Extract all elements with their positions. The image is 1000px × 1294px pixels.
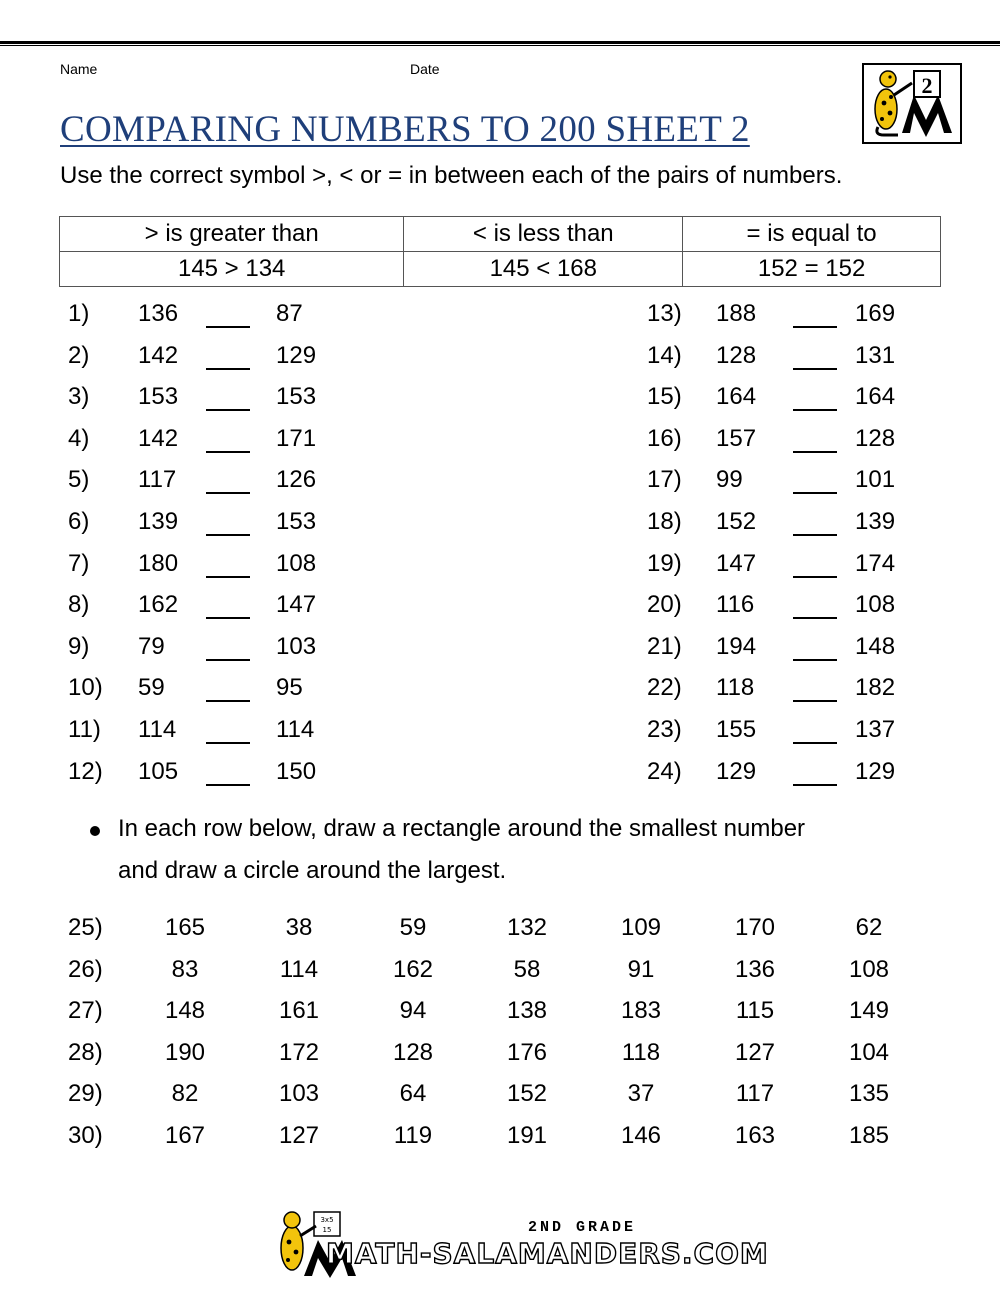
footer-grade-label: 2ND GRADE <box>528 1219 637 1236</box>
first-number: 188 <box>716 300 757 327</box>
row-value[interactable]: 190 <box>164 1038 206 1066</box>
row-value[interactable]: 191 <box>506 1122 548 1149</box>
answer-blank[interactable] <box>206 550 250 578</box>
row-value[interactable]: 135 <box>848 1080 890 1108</box>
question-number: 20) <box>647 591 682 619</box>
row-value[interactable]: 119 <box>393 1122 433 1149</box>
row-value[interactable]: 172 <box>278 1038 320 1066</box>
second-number: 137 <box>855 716 896 743</box>
key-header-row <box>60 217 941 252</box>
answer-blank[interactable] <box>206 716 250 744</box>
first-number: 79 <box>138 632 165 660</box>
number-row <box>0 914 1000 948</box>
row-value[interactable]: 176 <box>506 1038 548 1066</box>
first-number: 142 <box>138 424 179 452</box>
question-number: 21) <box>647 632 682 660</box>
row-value[interactable]: 37 <box>627 1080 655 1108</box>
second-number: 150 <box>276 757 317 785</box>
row-value[interactable]: 170 <box>734 914 776 941</box>
example-greater: 145 > 134 <box>60 252 404 287</box>
answer-blank[interactable] <box>793 342 837 370</box>
row-value[interactable]: 58 <box>513 955 541 983</box>
question-number: 22) <box>647 674 682 702</box>
logo-digit: 2 <box>921 73 933 98</box>
row-value[interactable]: 114 <box>279 955 319 983</box>
second-number: 139 <box>855 508 896 535</box>
second-number: 87 <box>276 300 303 327</box>
row-value[interactable]: 149 <box>848 997 890 1025</box>
answer-blank[interactable] <box>793 425 837 453</box>
row-value[interactable]: 108 <box>848 955 890 983</box>
row-value[interactable]: 136 <box>734 955 776 983</box>
row-value[interactable]: 94 <box>399 997 427 1025</box>
first-number: 155 <box>716 716 757 743</box>
example-equal: 152 = 152 <box>683 252 941 287</box>
second-number: 171 <box>276 424 317 452</box>
question-number: 23) <box>647 716 682 743</box>
second-number: 169 <box>855 300 896 327</box>
date-label: Date <box>410 61 440 77</box>
top-rule <box>0 41 1000 44</box>
answer-blank[interactable] <box>206 383 250 411</box>
instruction-text: Use the correct symbol >, < or = in between each of the pairs of numbers. <box>60 162 843 189</box>
second-number: 103 <box>276 632 317 660</box>
footer-site-name: MATH-SALAMANDERS.COM <box>326 1237 769 1270</box>
answer-blank[interactable] <box>793 591 837 619</box>
row-value[interactable]: 115 <box>735 997 775 1025</box>
row-value[interactable]: 117 <box>735 1080 775 1108</box>
row-value[interactable]: 82 <box>171 1080 199 1108</box>
question-number: 1) <box>68 300 90 327</box>
row-number: 29) <box>68 1080 103 1108</box>
first-number: 99 <box>716 466 743 494</box>
first-number: 153 <box>138 383 179 411</box>
question-number: 6) <box>68 508 90 535</box>
row-value[interactable]: 161 <box>278 997 320 1025</box>
first-number: 105 <box>138 757 179 785</box>
answer-blank[interactable] <box>206 674 250 702</box>
number-row <box>0 997 1000 1031</box>
first-number: 152 <box>716 508 757 535</box>
answer-blank[interactable] <box>206 633 250 661</box>
first-number: 59 <box>138 674 165 702</box>
first-number: 128 <box>716 341 757 369</box>
question-number: 9) <box>68 632 90 660</box>
first-number: 116 <box>716 591 755 619</box>
row-value[interactable]: 146 <box>620 1122 662 1149</box>
question-number: 14) <box>647 341 682 369</box>
question-number: 13) <box>647 300 682 327</box>
second-number: 126 <box>276 466 317 494</box>
row-value[interactable]: 152 <box>506 1080 548 1108</box>
answer-blank[interactable] <box>793 508 837 536</box>
second-number: 164 <box>855 383 896 411</box>
first-number: 118 <box>716 674 755 702</box>
question-number: 18) <box>647 508 682 535</box>
question-number: 11) <box>68 716 101 743</box>
second-number: 95 <box>276 674 303 702</box>
second-number: 174 <box>855 549 896 577</box>
question-number: 10) <box>68 674 103 702</box>
key-example-row <box>60 252 941 287</box>
answer-blank[interactable] <box>206 591 250 619</box>
row-number: 25) <box>68 914 103 941</box>
salamander-logo-icon <box>864 65 960 142</box>
row-value[interactable]: 64 <box>399 1080 427 1108</box>
first-number: 147 <box>716 549 757 577</box>
answer-blank[interactable] <box>206 508 250 536</box>
row-value[interactable]: 165 <box>164 914 206 941</box>
row-value[interactable]: 183 <box>620 997 662 1025</box>
question-number: 4) <box>68 424 90 452</box>
bullet-instruction-line1: In each row below, draw a rectangle around the smallest number <box>118 815 806 842</box>
answer-blank[interactable] <box>793 716 837 744</box>
bullet-instruction-line2: and draw a circle around the largest. <box>118 857 507 884</box>
first-number: 194 <box>716 632 757 660</box>
second-number: 114 <box>276 716 315 743</box>
row-value[interactable]: 148 <box>164 997 206 1025</box>
row-value[interactable]: 62 <box>855 914 883 941</box>
row-value[interactable]: 38 <box>285 914 313 941</box>
second-number: 153 <box>276 383 317 411</box>
row-value[interactable]: 83 <box>171 955 199 983</box>
row-value[interactable]: 185 <box>848 1122 890 1149</box>
row-value[interactable]: 91 <box>627 955 655 983</box>
row-number: 28) <box>68 1038 103 1066</box>
question-number: 5) <box>68 466 90 494</box>
first-number: 129 <box>716 757 757 785</box>
key-greater-than: > is greater than <box>60 217 404 252</box>
second-number: 148 <box>855 632 896 660</box>
row-value[interactable]: 127 <box>278 1122 320 1149</box>
answer-blank[interactable] <box>793 466 837 494</box>
number-row <box>0 1080 1000 1114</box>
first-number: 139 <box>138 508 179 535</box>
question-number: 7) <box>68 549 90 577</box>
first-number: 136 <box>138 300 179 327</box>
row-number: 26) <box>68 955 103 983</box>
example-less: 145 < 168 <box>404 252 683 287</box>
row-value[interactable]: 163 <box>734 1122 776 1149</box>
bullet-icon <box>90 826 100 836</box>
row-value[interactable]: 128 <box>392 1038 434 1066</box>
first-number: 157 <box>716 424 757 452</box>
answer-blank[interactable] <box>206 466 250 494</box>
row-value[interactable]: 127 <box>734 1038 776 1066</box>
first-number: 180 <box>138 549 179 577</box>
row-value[interactable]: 118 <box>621 1038 661 1066</box>
first-number: 142 <box>138 341 179 369</box>
svg-text:15: 15 <box>322 1226 332 1234</box>
first-number: 114 <box>138 716 177 743</box>
question-number: 17) <box>647 466 682 494</box>
question-number: 12) <box>68 757 103 785</box>
row-value[interactable]: 109 <box>620 914 662 941</box>
second-number: 128 <box>855 424 896 452</box>
question-number: 2) <box>68 341 90 369</box>
row-value[interactable]: 138 <box>506 997 548 1025</box>
answer-blank[interactable] <box>206 425 250 453</box>
top-rule-thin <box>0 45 1000 46</box>
symbol-key-table <box>59 216 941 287</box>
answer-blank[interactable] <box>793 758 837 786</box>
row-number: 30) <box>68 1122 103 1149</box>
second-number: 131 <box>855 341 896 369</box>
row-number: 27) <box>68 997 103 1025</box>
answer-blank[interactable] <box>793 550 837 578</box>
second-number: 153 <box>276 508 317 535</box>
number-row <box>0 1039 1000 1073</box>
second-number: 101 <box>855 466 896 494</box>
answer-blank[interactable] <box>793 383 837 411</box>
page-title: COMPARING NUMBERS TO 200 SHEET 2 <box>60 109 750 150</box>
first-number: 117 <box>138 466 177 494</box>
answer-blank[interactable] <box>206 300 250 328</box>
answer-blank[interactable] <box>206 758 250 786</box>
question-number: 8) <box>68 591 90 619</box>
question-number: 19) <box>647 549 682 577</box>
question-number: 16) <box>647 424 682 452</box>
svg-text:3x5: 3x5 <box>320 1216 334 1224</box>
second-number: 147 <box>276 591 317 619</box>
number-row <box>0 956 1000 990</box>
row-value[interactable]: 59 <box>399 914 427 941</box>
first-number: 162 <box>138 591 179 619</box>
second-number: 129 <box>276 341 317 369</box>
row-value[interactable]: 162 <box>392 955 434 983</box>
answer-blank[interactable] <box>793 633 837 661</box>
answer-blank[interactable] <box>793 674 837 702</box>
question-number: 24) <box>647 757 682 785</box>
second-number: 129 <box>855 757 896 785</box>
row-value[interactable]: 104 <box>848 1038 890 1066</box>
key-equal-to: = is equal to <box>683 217 941 252</box>
answer-blank[interactable] <box>793 300 837 328</box>
name-label: Name <box>60 61 98 77</box>
question-number: 3) <box>68 383 90 411</box>
question-number: 15) <box>647 383 682 411</box>
row-value[interactable]: 132 <box>506 914 548 941</box>
answer-blank[interactable] <box>206 342 250 370</box>
row-value[interactable]: 167 <box>164 1122 206 1149</box>
second-number: 182 <box>855 674 896 702</box>
second-number: 108 <box>855 591 896 619</box>
row-value[interactable]: 103 <box>278 1080 320 1108</box>
second-number: 108 <box>276 549 317 577</box>
number-row <box>0 1122 1000 1156</box>
first-number: 164 <box>716 383 757 411</box>
key-less-than: < is less than <box>404 217 683 252</box>
logo-badge <box>862 63 962 144</box>
